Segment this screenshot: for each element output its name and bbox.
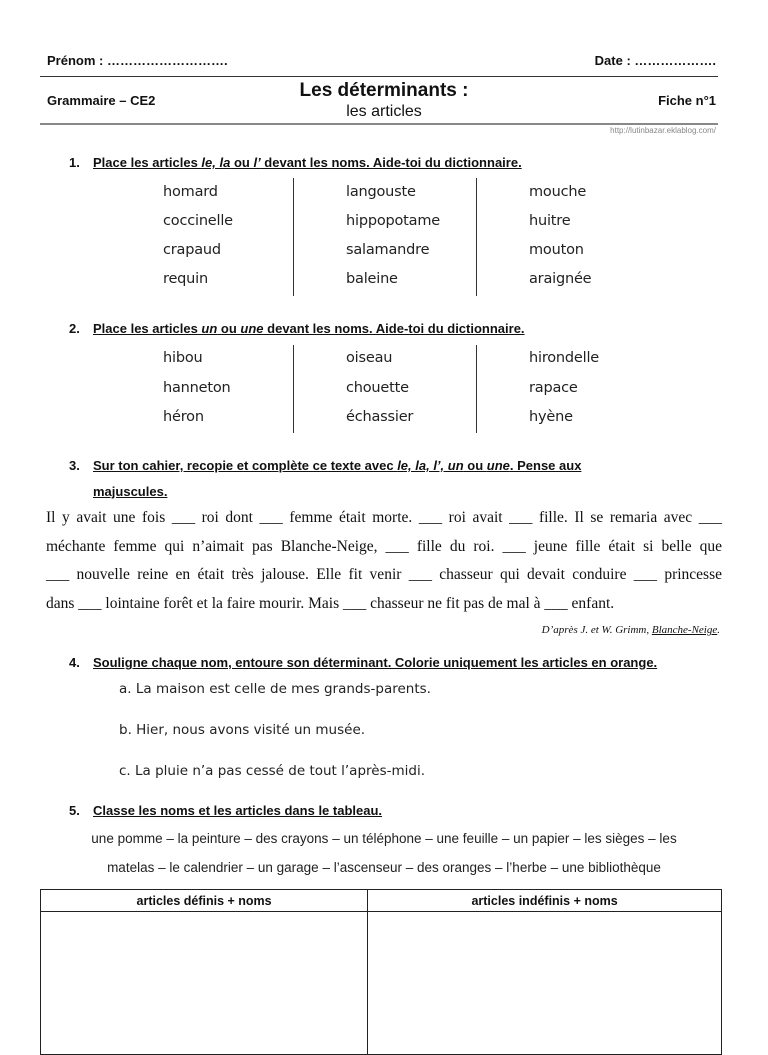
word: hanneton [163,380,231,396]
prenom-field: Prénom : ………………………. [47,53,228,68]
answer-cell-indefinite[interactable] [368,912,722,1055]
noun-list-line: une pomme – la peinture – des crayons – un téléphone – une feuille – un papier – les sièges – les [91,831,677,846]
text-line: Il y avait une fois ___ roi dont ___ femme était morte. ___ roi avait ___ fille. Il se remaria avec ___ [46,509,722,526]
cloze-text [46,504,722,618]
column-divider [476,178,477,296]
page-title: Les déterminants : [299,80,469,101]
word: crapaud [163,242,221,258]
exercise-number: 5. [69,803,80,818]
text-line: ___ nouvelle reine en était très jalouse. Elle fit venir ___ chasseur qui devait conduire ___ princesse [46,566,722,583]
word: mouton [529,242,584,258]
word: hyène [529,409,573,425]
word: hippopotame [346,213,440,229]
word: chouette [346,380,409,396]
word: baleine [346,271,398,287]
sentence-b: b. Hier, nous avons visité un musée. [119,722,366,738]
page-subtitle: les articles [346,103,422,120]
word: langouste [346,184,416,200]
word: coccinelle [163,213,233,229]
word: hibou [163,350,203,366]
word: hirondelle [529,350,600,366]
exercise-number: 3. [69,458,80,473]
source-url: http://lutinbazar.eklablog.com/ [610,126,716,135]
word: araignée [529,271,592,287]
noun-list [30,824,738,882]
column-divider [476,345,477,433]
noun-list-line: matelas – le calendrier – un garage – l’ascenseur – des oranges – l’herbe – une bibliothèque [107,860,661,875]
date-field: Date : ………………. [594,53,716,68]
exercise-number: 1. [69,155,80,170]
text-line: dans ___ lointaine forêt et la faire mourir. Mais ___ chasseur ne fit pas de mal à ___ enfant. [46,594,615,612]
word: oiseau [346,350,393,366]
text-line: méchante femme qui n’aimait pas Blanche-Neige, ___ fille du roi. ___ jeune fille était si belle que [46,537,722,555]
column-header-indefinite: articles indéfinis + noms [368,890,722,912]
word: rapace [529,380,578,396]
word: héron [163,409,204,425]
sentence-a: a. La maison est celle de mes grands-parents. [119,681,431,697]
classification-table [40,889,722,1055]
word: homard [163,184,218,200]
column-divider [293,178,294,296]
answer-cell-definite[interactable] [41,912,368,1055]
word: salamandre [346,242,430,258]
citation: D’après J. et W. Grimm, Blanche-Neige. [541,624,720,636]
top-divider [40,76,718,77]
title-divider [40,123,718,125]
exercise-number: 4. [69,655,80,670]
word: échassier [346,409,414,425]
sheet-number: Fiche n°1 [658,93,716,108]
word: requin [163,271,208,287]
column-header-definite: articles définis + noms [41,890,368,912]
word: huitre [529,213,571,229]
column-divider [293,345,294,433]
sentence-c: c. La pluie n’a pas cessé de tout l’après-midi. [119,763,426,779]
exercise-number: 2. [69,321,80,336]
subject-label: Grammaire – CE2 [47,93,156,108]
word: mouche [529,184,587,200]
